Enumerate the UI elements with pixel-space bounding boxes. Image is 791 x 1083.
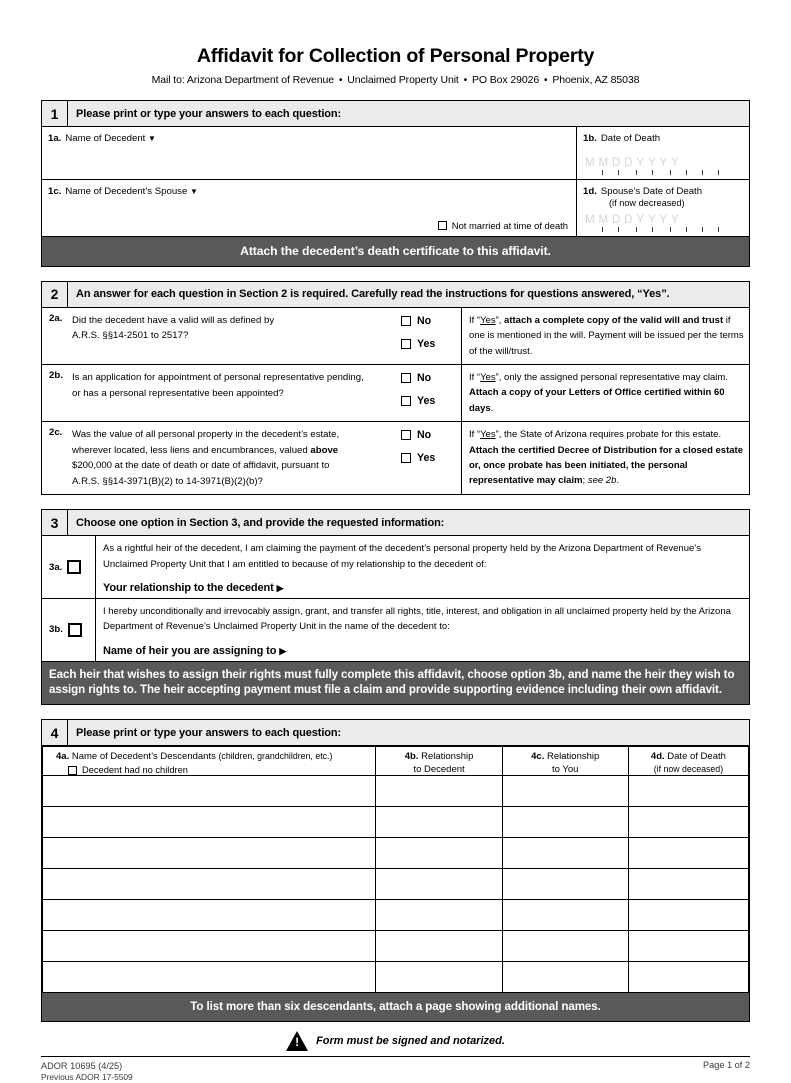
not-married-checkbox-group[interactable] xyxy=(438,220,568,231)
answer-2b-no[interactable] xyxy=(401,372,461,384)
cell-date-of-death[interactable] xyxy=(628,962,748,993)
table-row xyxy=(43,838,749,869)
mail-to-pobox: PO Box 29026 xyxy=(471,74,540,87)
note-2a xyxy=(461,308,749,364)
cell-descendant-name[interactable] xyxy=(43,869,376,900)
checkbox-2c-yes[interactable] xyxy=(401,453,411,463)
question-2c-line2-bold: above xyxy=(310,444,339,456)
question-2c-line3: $200,000 at the date of death or date of affidavit, pursuant to xyxy=(72,460,330,472)
footer-page-number: Page 1 of 2 xyxy=(703,1059,750,1070)
question-row-2b xyxy=(42,365,749,422)
answer-group-2b[interactable] xyxy=(399,365,461,421)
question-2b-tag: 2b. xyxy=(49,370,63,382)
section-4-header xyxy=(42,720,749,746)
descendants-table-header-row xyxy=(43,747,749,776)
note-2c-italic: see 2b xyxy=(587,475,617,487)
checkbox-3a[interactable] xyxy=(67,560,81,574)
section-2-number: 2 xyxy=(42,282,68,307)
section-3-header xyxy=(42,510,749,536)
field-1c-label xyxy=(42,186,576,198)
answer-2c-no[interactable] xyxy=(401,429,461,441)
descendants-table xyxy=(42,746,749,993)
table-row xyxy=(43,931,749,962)
field-1d-text: Spouse’s Date of Death xyxy=(600,186,703,198)
option-3b-prompt: Name of heir you are assigning to xyxy=(103,644,277,657)
footer-previous-form: Previous ADOR 17-5509 xyxy=(41,1072,133,1083)
bullet-separator-3: • xyxy=(543,74,548,87)
question-2b-text xyxy=(72,365,399,421)
cell-relationship-to-decedent[interactable] xyxy=(376,838,502,869)
cell-relationship-to-decedent[interactable] xyxy=(376,776,502,807)
section-1-banner: Attach the decedent’s death certificate to this affidavit. xyxy=(42,237,749,265)
notary-notice xyxy=(41,1030,750,1052)
date-mask-text-1d: MMDDYYYY xyxy=(585,214,683,227)
cell-descendant-name[interactable] xyxy=(43,900,376,931)
cell-relationship-to-decedent[interactable] xyxy=(376,869,502,900)
option-3b-tag: 3b. xyxy=(49,624,63,636)
column-4b-label: Relationship xyxy=(421,751,474,763)
table-row xyxy=(43,900,749,931)
column-4b-tag: 4b. xyxy=(404,751,419,763)
section-1-number: 1 xyxy=(42,101,68,126)
question-2c-line2: wherever located, less liens and encumbrances, valued xyxy=(72,444,311,456)
column-header-4d xyxy=(628,747,748,776)
cell-date-of-death[interactable] xyxy=(628,807,748,838)
section-4-number: 4 xyxy=(42,720,68,745)
question-2a-tag: 2a. xyxy=(49,312,63,324)
answer-2a-yes[interactable] xyxy=(401,338,461,350)
cell-descendant-name[interactable] xyxy=(43,931,376,962)
not-married-label: Not married at time of death xyxy=(451,220,568,232)
note-2b-prefix: If “ xyxy=(469,372,481,384)
column-header-4a xyxy=(43,747,376,776)
column-4d-tag: 4d. xyxy=(650,751,665,763)
section-2-header xyxy=(42,282,749,308)
question-2c-line4: A.R.S. §§14-3971(B)(2) to 14-3971(B)(2)(b)? xyxy=(72,475,263,487)
table-row xyxy=(43,776,749,807)
option-3a-tag: 3a. xyxy=(49,561,63,573)
section-3-banner-line1: Each heir that wishes to assign their rights must fully complete this affidavit, choose option 3b, and name the heir they wish to xyxy=(49,667,735,681)
date-mask-ticks-1d xyxy=(586,226,736,232)
date-mask-ticks-1b xyxy=(586,169,736,175)
mail-to-unit: Unclaimed Property Unit xyxy=(347,74,459,87)
option-3b-tagcell[interactable] xyxy=(42,599,96,661)
column-4a-tag: 4a. xyxy=(56,751,70,763)
option-3b-body xyxy=(96,599,749,661)
section-1-header xyxy=(42,101,749,127)
question-2b-line2: or has a personal representative been appointed? xyxy=(72,387,284,399)
field-1d-label xyxy=(577,186,749,209)
checkbox-2c-no[interactable] xyxy=(401,430,411,440)
date-mask-text-1b: MMDDYYYY xyxy=(585,157,683,170)
column-4b-line2: to Decedent xyxy=(413,764,465,776)
option-3b-text: I hereby unconditionally and irrevocably assign, grant, and transfer all rights, title, interest, and obligation in all unclaimed property held by the Arizona Department of Revenue’s Unclaimed Property Unit in the name of the decedent to: xyxy=(103,606,731,633)
cell-descendant-name[interactable] xyxy=(43,776,376,807)
triangle-down-icon-1c: ▼ xyxy=(189,187,198,197)
checkbox-2a-no[interactable] xyxy=(401,316,411,326)
section-3-option-3b xyxy=(42,599,749,661)
no-children-label: Decedent had no children xyxy=(82,765,188,776)
answer-group-2c[interactable] xyxy=(399,422,461,494)
field-date-of-death[interactable] xyxy=(577,127,749,179)
section-3-banner xyxy=(41,662,750,705)
section-3-number: 3 xyxy=(42,510,68,535)
note-2c xyxy=(461,422,749,494)
note-2a-rest: if one is mentioned in the will. Payment will be issued per the terms of the will/trust. xyxy=(469,314,744,357)
page-footer xyxy=(41,1060,750,1083)
field-spouse-name[interactable] xyxy=(42,180,577,236)
note-2c-rest: ; xyxy=(582,475,588,487)
field-1a-text: Name of Decedent xyxy=(65,133,146,145)
note-2b-rest: . xyxy=(490,402,494,414)
bullet-separator-1: • xyxy=(338,74,343,87)
section-3-banner-line2: assign rights to. The heir accepting payment must file a claim and provide supporting evidence including their own affidavit. xyxy=(49,683,722,697)
question-2c-tag: 2c. xyxy=(49,427,63,439)
note-2c-end: . xyxy=(616,475,619,487)
note-2a-prefix: If “ xyxy=(469,314,481,326)
answer-2a-no-label: No xyxy=(417,314,432,327)
option-3b-prompt-row[interactable] xyxy=(103,645,742,657)
section-4 xyxy=(41,719,750,1022)
table-row xyxy=(43,962,749,993)
field-1b-label xyxy=(577,133,749,145)
note-2c-after: ”, the State of Arizona requires probate for this estate. xyxy=(495,429,722,441)
footer-divider xyxy=(41,1056,750,1057)
cell-relationship-to-you[interactable] xyxy=(502,900,628,931)
cell-date-of-death[interactable] xyxy=(628,931,748,962)
cell-relationship-to-decedent[interactable] xyxy=(376,931,502,962)
table-row xyxy=(43,869,749,900)
notary-notice-text: Form must be signed and notarized. xyxy=(316,1034,505,1047)
column-4c-tag: 4c. xyxy=(531,751,545,763)
answer-2b-yes-label: Yes xyxy=(417,395,436,408)
footer-form-id: ADOR 10695 (4/25) xyxy=(41,1060,123,1071)
mail-to-prefix: Mail to: xyxy=(151,74,185,87)
question-2c-line1: Was the value of all personal property in the decedent’s estate, xyxy=(72,429,340,441)
answer-2c-no-label: No xyxy=(417,429,432,442)
answer-2a-no[interactable] xyxy=(401,315,461,327)
column-4c-line2: to You xyxy=(552,764,579,776)
checkbox-3b[interactable] xyxy=(68,623,82,637)
option-3a-body xyxy=(96,536,749,598)
note-2a-bold: attach a complete copy of the valid will and trust xyxy=(504,314,724,326)
cell-relationship-to-you[interactable] xyxy=(502,776,628,807)
section-1-row-1 xyxy=(42,127,749,180)
cell-relationship-to-you[interactable] xyxy=(502,962,628,993)
no-children-checkbox[interactable] xyxy=(68,766,77,775)
field-decedent-name[interactable] xyxy=(42,127,577,179)
cell-relationship-to-decedent[interactable] xyxy=(376,900,502,931)
note-2b-after: ”, only the assigned personal representative may claim. xyxy=(495,372,728,384)
section-1 xyxy=(41,100,750,266)
note-2b-yes: Yes xyxy=(480,372,496,384)
note-2c-bold: Attach the certified Decree of Distribution for a closed estate or, once probate has been initiated, the personal representative may claim xyxy=(469,444,743,487)
cell-relationship-to-decedent[interactable] xyxy=(376,962,502,993)
section-4-banner: To list more than six descendants, attach a page showing additional names. xyxy=(42,993,749,1021)
warning-triangle-icon: ! xyxy=(286,1031,308,1051)
column-header-4c xyxy=(502,747,628,776)
cell-descendant-name[interactable] xyxy=(43,962,376,993)
field-1c-tag: 1c. xyxy=(48,186,62,198)
field-spouse-date-of-death[interactable] xyxy=(577,180,749,236)
question-row-2c xyxy=(42,422,749,494)
note-2a-yes: Yes xyxy=(480,314,496,326)
section-4-heading: Please print or type your answers to each question: xyxy=(76,726,342,739)
table-row xyxy=(43,807,749,838)
cell-relationship-to-you[interactable] xyxy=(502,807,628,838)
answer-2b-no-label: No xyxy=(417,372,432,385)
no-children-checkbox-group[interactable] xyxy=(68,765,375,775)
cell-date-of-death[interactable] xyxy=(628,838,748,869)
note-2c-yes: Yes xyxy=(480,429,496,441)
section-3-option-3a xyxy=(42,536,749,599)
column-4c-label: Relationship xyxy=(547,751,600,763)
field-1b-tag: 1b. xyxy=(583,133,597,145)
option-3a-prompt-row[interactable] xyxy=(103,582,742,594)
not-married-checkbox[interactable] xyxy=(438,221,447,230)
date-mask-1d xyxy=(585,214,735,232)
checkbox-2b-yes[interactable] xyxy=(401,396,411,406)
answer-2a-yes-label: Yes xyxy=(417,337,436,350)
column-header-4b xyxy=(376,747,502,776)
column-4d-line2: (if now deceased) xyxy=(653,764,724,775)
descendants-table-body xyxy=(43,776,749,993)
field-1d-tag: 1d. xyxy=(583,186,597,198)
triangle-right-icon-3b: ▶ xyxy=(279,645,287,656)
section-3-heading: Choose one option in Section 3, and provide the requested information: xyxy=(76,516,445,529)
answer-2c-yes[interactable] xyxy=(401,452,461,464)
section-2-heading: An answer for each question in Section 2 is required. Carefully read the instructions for questions answered, “Yes”. xyxy=(76,288,670,301)
cell-descendant-name[interactable] xyxy=(43,807,376,838)
question-2a-line1: Did the decedent have a valid will as defined by xyxy=(72,314,275,326)
cell-date-of-death[interactable] xyxy=(628,869,748,900)
cell-date-of-death[interactable] xyxy=(628,900,748,931)
column-4d-label: Date of Death xyxy=(667,751,726,763)
cell-date-of-death[interactable] xyxy=(628,776,748,807)
page-title: Affidavit for Collection of Personal Property xyxy=(196,45,595,67)
note-2b-bold: Attach a copy of your Letters of Office certified within 60 days xyxy=(469,387,725,414)
checkbox-2a-yes[interactable] xyxy=(401,339,411,349)
answer-2c-yes-label: Yes xyxy=(417,452,436,465)
column-4a-small: (children, grandchildren, etc.) xyxy=(218,751,333,762)
footer-form-ids xyxy=(41,1060,133,1083)
field-1d-sublabel: (if now decreased) xyxy=(609,198,685,209)
cell-relationship-to-you[interactable] xyxy=(502,931,628,962)
cell-relationship-to-decedent[interactable] xyxy=(376,807,502,838)
question-row-2a xyxy=(42,308,749,365)
section-1-heading: Please print or type your answers to each question: xyxy=(76,107,342,120)
section-3 xyxy=(41,509,750,662)
section-1-row-2 xyxy=(42,180,749,237)
field-1a-tag: 1a. xyxy=(48,133,62,145)
cell-relationship-to-you[interactable] xyxy=(502,838,628,869)
field-1a-label xyxy=(42,133,576,145)
option-3a-prompt: Your relationship to the decedent xyxy=(103,582,274,595)
triangle-right-icon-3a: ▶ xyxy=(276,583,284,594)
note-2b xyxy=(461,365,749,421)
column-4a-label: Name of Decedent’s Descendants xyxy=(71,751,216,763)
cell-descendant-name[interactable] xyxy=(43,838,376,869)
checkbox-2b-no[interactable] xyxy=(401,373,411,383)
mail-to-agency: Arizona Department of Revenue xyxy=(186,74,335,87)
bullet-separator-2: • xyxy=(463,74,468,87)
field-1b-text: Date of Death xyxy=(600,133,661,145)
note-2c-prefix: If “ xyxy=(469,429,481,441)
option-3a-text: As a rightful heir of the decedent, I am claiming the payment of the decedent’s personal property held by the Arizona Department of Revenue’s Unclaimed Property Unit that I am entitled to because of my relationship to the decedent of: xyxy=(103,543,701,570)
note-2a-after: ”, xyxy=(495,314,505,326)
option-3a-tagcell[interactable] xyxy=(42,536,96,598)
question-2a-line2: A.R.S. §§14-2501 to 2517? xyxy=(72,330,189,342)
question-2b-line1: Is an application for appointment of personal representative pending, xyxy=(72,372,364,384)
triangle-down-icon-1a: ▼ xyxy=(148,134,156,144)
field-1c-text: Name of Decedent’s Spouse xyxy=(65,186,188,198)
cell-relationship-to-you[interactable] xyxy=(502,869,628,900)
answer-2b-yes[interactable] xyxy=(401,395,461,407)
question-2a-text xyxy=(72,308,399,364)
section-2 xyxy=(41,281,750,495)
mail-to-line xyxy=(41,74,750,86)
question-2c-text xyxy=(72,422,399,494)
date-mask-1b xyxy=(585,157,735,175)
mail-to-city: Phoenix, AZ 85038 xyxy=(552,74,640,87)
answer-group-2a[interactable] xyxy=(399,308,461,364)
